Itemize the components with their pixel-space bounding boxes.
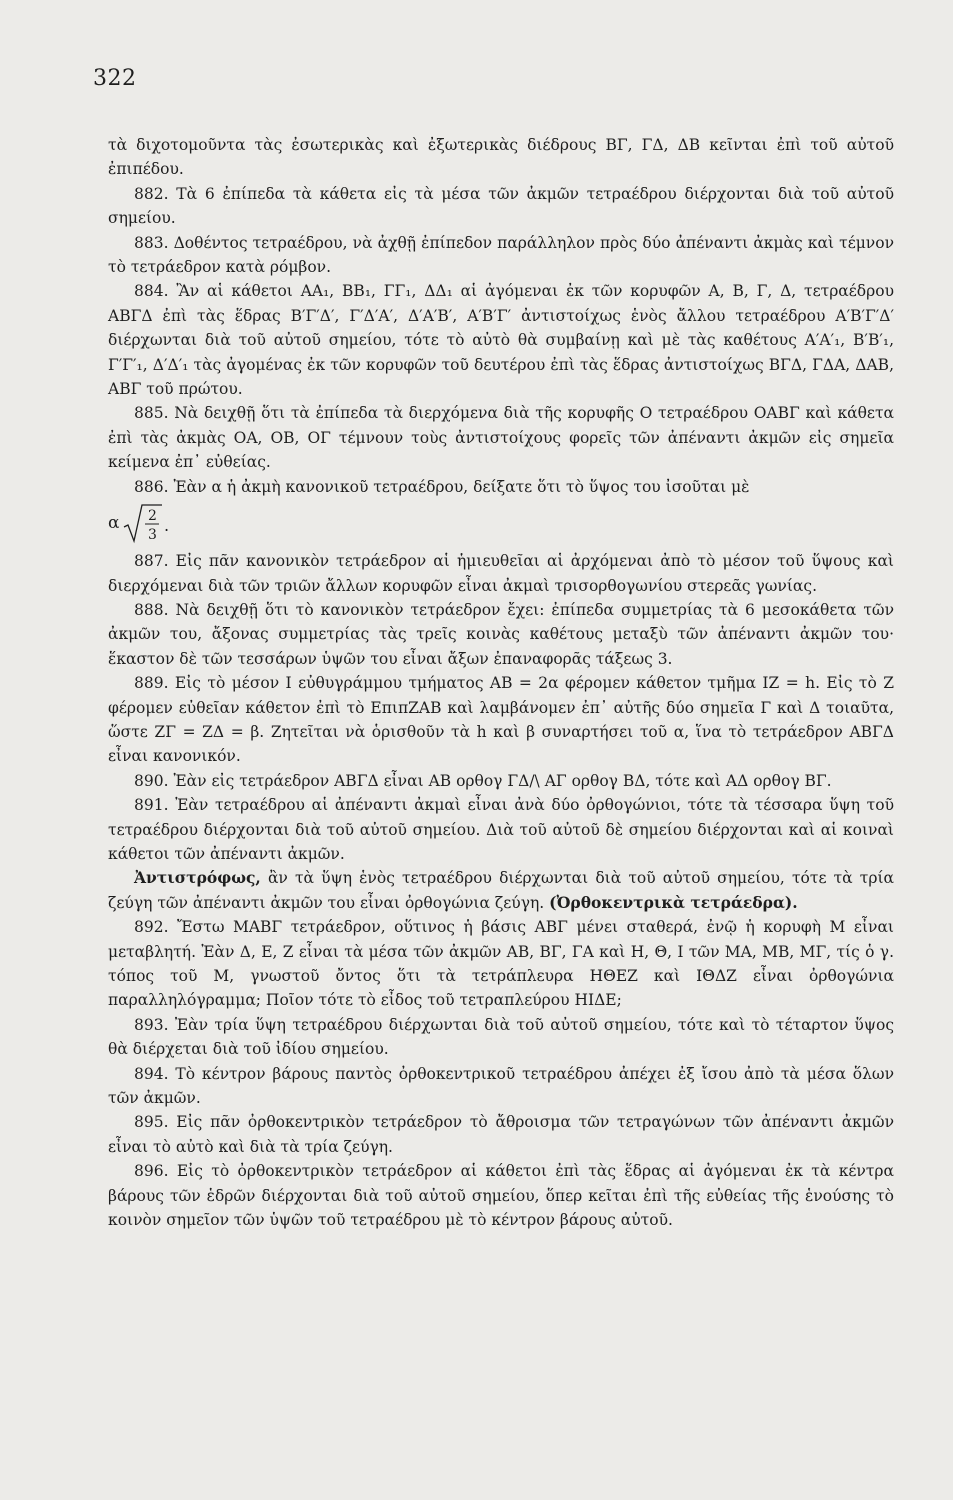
converse-text: ἂν τὰ ὕψη ἑνὸς τετραέδρου διέρχωνται διὰ τοῦ αὐτοῦ σημείου, τότε τὰ τρία ζεύγη τῶν ἀπέναντι ἀκμῶν του εἶναι ὀρθογώνια ζεύγη. bbox=[108, 869, 894, 912]
page-number: 322 bbox=[93, 66, 137, 91]
exercise-882: 882. Τὰ 6 ἐπίπεδα τὰ κάθετα εἰς τὰ μέσα τῶν ἀκμῶν τετραέδρου διέρχονται διὰ τοῦ αὐτοῦ σημείου. bbox=[108, 184, 894, 228]
exercise-885: 885. Νὰ δειχθῇ ὅτι τὰ ἐπίπεδα τὰ διερχόμενα διὰ τῆς κορυφῆς Ο τετραέδρου ΟΑΒΓ καὶ κάθετα ἐπὶ τὰς ἀκμὰς ΟΑ, ΟΒ, ΟΓ τέμνουν τοὺς ἀντιστοίχους φορεῖς τῶν ἀπέναντι ἀκμῶν εἰς σημεῖα κείμενα ἐπ᾽ εὐθείας. bbox=[108, 404, 894, 472]
paragraph-continuation: τὰ διχοτομοῦντα τὰς ἐσωτερικὰς καὶ ἐξωτερικὰς διέδρους ΒΓ, ΓΔ, ΔΒ κεῖνται ἐπὶ τοῦ αὐτοῦ ἐπιπέδου. bbox=[108, 136, 894, 179]
exercise-890: 890. Ἐὰν εἰς τετράεδρον ΑΒΓΔ εἶναι ΑΒ ορθογ ΓΔ/\ ΑΓ ορθογ ΒΔ, τότε καὶ ΑΔ ορθογ ΒΓ. bbox=[134, 771, 832, 790]
converse-lead: Ἀντιστρόφως, bbox=[134, 868, 261, 888]
exercise-883: 883. Δοθέντος τετραέδρου, νὰ ἀχθῇ ἐπίπεδον παράλληλον πρὸς δύο ἀπέναντι ἀκμὰς καὶ τέμνον τὸ τετράεδρον κατὰ ρόμβον. bbox=[108, 233, 894, 277]
formula-alpha-sqrt-2-3 bbox=[108, 501, 894, 545]
exercise-892: 892. Ἔστω ΜΑΒΓ τετράεδρον, οὕτινος ἡ βάσις ΑΒΓ μένει σταθερά, ἐνῷ ἡ κορυφὴ Μ εἶναι μεταβλητή. Ἐὰν Δ, Ε, Ζ εἶναι τὰ μέσα τῶν ἀκμῶν ΑΒ, ΒΓ, ΓΑ καὶ Η, Θ, Ι τῶν ΜΑ, ΜΒ, ΜΓ, τίς ὁ γ. τόπος τοῦ Μ, γνωστοῦ ὄντος ὅτι τὰ τετράπλευρα ΗΘΕΖ καὶ ΙΘΔΖ εἶναι ὀρθογώνια παραλληλόγραμμα; Ποῖον τότε τὸ εἶδος τοῦ τετραπλεύρου ΗΙΔΕ; bbox=[108, 918, 894, 1010]
exercise-893: 893. Ἐὰν τρία ὕψη τετραέδρου διέρχωνται διὰ τοῦ αὐτοῦ σημείου, τότε καὶ τὸ τέταρτον ὕψος θὰ διέρχεται διὰ τοῦ ἰδίου σημείου. bbox=[108, 1015, 894, 1059]
converse-paragraph bbox=[108, 866, 894, 915]
exercise-891: 891. Ἐὰν τετραέδρου αἱ ἀπέναντι ἀκμαὶ εἶναι ἀνὰ δύο ὀρθογώνιοι, τότε τὰ τέσσαρα ὕψη τοῦ τετραέδρου διέρχονται διὰ τοῦ αὐτοῦ σημείου. Διὰ τοῦ αὐτοῦ δὲ σημείου διέρχονται καὶ αἱ κοιναὶ κάθετοι τῶν ἀπέναντι ἀκμῶν. bbox=[108, 796, 894, 863]
exercise-text bbox=[108, 133, 894, 1232]
exercise-889: 889. Εἰς τὸ μέσον Ι εὐθυγράμμου τμήματος ΑΒ = 2α φέρομεν κάθετον τμῆμα ΙΖ = h. Εἰς τὸ Ζ φέρομεν εὐθεῖαν κάθετον ἐπὶ τὸ ΕπιπΖΑΒ καὶ λαμβάνομεν ἐπ᾽ αὐτῆς δύο σημεῖα Γ καὶ Δ τοιαῦτα, ὥστε ΖΓ = ΖΔ = β. Ζητεῖται νὰ ὁρισθοῦν τὰ h καὶ β συναρτήσει τοῦ α, ἵνα τὸ τετράεδρον ΑΒΓΔ εἶναι κανονικόν. bbox=[108, 674, 894, 766]
exercise-888: 888. Νὰ δειχθῇ ὅτι τὸ κανονικὸν τετράεδρον ἔχει: ἐπίπεδα συμμετρίας τὰ 6 μεσοκάθετα τῶν ἀκμῶν του, ἄξονας συμμετρίας τὰς τρεῖς κοινὰς καθέτους μεταξὺ τῶν ἀπέναντι ἀκμῶν του· ἕκαστον δὲ τῶν τεσσάρων ὑψῶν του εἶναι ἄξων ἐπαναφορᾶς τάξεως 3. bbox=[108, 600, 894, 668]
exercise-884: 884. Ἂν αἱ κάθετοι ΑΑ₁, ΒΒ₁, ΓΓ₁, ΔΔ₁ αἱ ἀγόμεναι ἐκ τῶν κορυφῶν Α, Β, Γ, Δ, τετραέδρου ΑΒΓΔ ἐπὶ τὰς ἕδρας Β′Γ′Δ′, Γ′Δ′Α′, Δ′Α′Β′, Α′Β′Γ′ ἀντιστοίχως ἑνὸς ἄλλου τετραέδρου Α′Β′Γ′Δ′ διέρχωνται διὰ τοῦ αὐτοῦ σημείου, τότε τὸ αὐτὸ θὰ συμβαίνῃ καὶ μὲ τὰς καθέτους Α′Α′₁, Β′Β′₁, Γ′Γ′₁, Δ′Δ′₁ τὰς ἀγομένας ἐκ τῶν κορυφῶν τοῦ δευτέρου ἐπὶ τὰς ἕδρας ἀντιστοίχως ΒΓΔ, ΓΔΑ, ΔΑΒ, ΑΒΓ τοῦ πρώτου. bbox=[108, 282, 894, 399]
exercise-886: 886. Ἐὰν α ἡ ἀκμὴ κανονικοῦ τετραέδρου, δείξατε ὅτι τὸ ὕψος του ἰσοῦται μὲ bbox=[134, 477, 750, 496]
formula-alpha: α bbox=[108, 513, 120, 534]
sqrt-fraction bbox=[122, 501, 182, 545]
formula-period: . bbox=[164, 516, 170, 536]
converse-tail: (Ὀρθοκεντρικὰ τετράεδρα). bbox=[549, 892, 798, 912]
exercise-896: 896. Εἰς τὸ ὀρθοκεντρικὸν τετράεδρον αἱ κάθετοι ἐπὶ τὰς ἕδρας αἱ ἀγόμεναι ἐκ τὰ κέντρα βάρους τῶν ἑδρῶν διέρχονται διὰ τοῦ αὐτοῦ σημείου, ὅπερ κεῖται ἐπὶ τῆς εὐθείας τῆς ἑνούσης τὸ κοινὸν σημεῖον τῶν ὑψῶν τοῦ τετραέδρου μὲ τὸ κέντρον βάρους αὐτοῦ. bbox=[108, 1162, 894, 1230]
exercise-894: 894. Τὸ κέντρον βάρους παντὸς ὀρθοκεντρικοῦ τετραέδρου ἀπέχει ἐξ ἴσου ἀπὸ τὰ μέσα ὅλων τῶν ἀκμῶν. bbox=[108, 1064, 894, 1108]
exercise-887: 887. Εἰς πᾶν κανονικὸν τετράεδρον αἱ ἡμιευθεῖαι αἱ ἀρχόμεναι ἀπὸ τὸ μέσον τοῦ ὕψους καὶ διερχόμεναι διὰ τῶν τριῶν ἄλλων κορυφῶν εἶναι ἀκμαὶ τρισορθογωνίου στερεᾶς γωνίας. bbox=[108, 552, 894, 595]
formula-numerator: 2 bbox=[148, 508, 157, 525]
formula-denominator: 3 bbox=[148, 527, 157, 544]
exercise-895: 895. Εἰς πᾶν ὀρθοκεντρικὸν τετράεδρον τὸ ἄθροισμα τῶν τετραγώνων τῶν ἀπέναντι ἀκμῶν εἶναι τὸ αὐτὸ καὶ διὰ τὰ τρία ζεύγη. bbox=[108, 1113, 894, 1156]
